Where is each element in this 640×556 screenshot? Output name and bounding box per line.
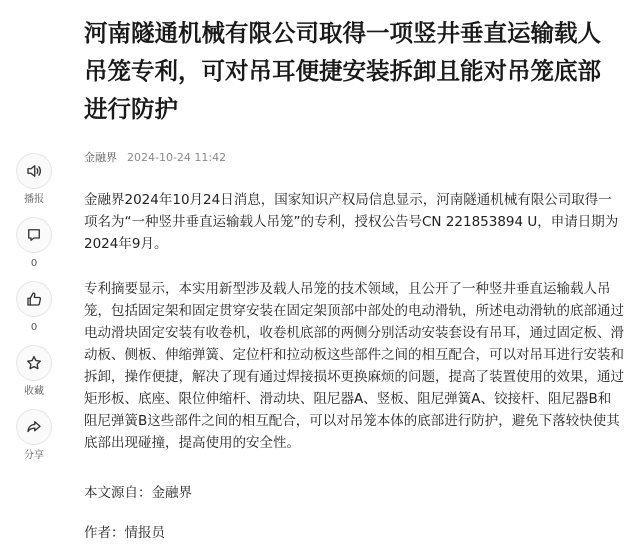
source-name[interactable]: 金融界: [84, 151, 117, 164]
like-button[interactable]: [16, 281, 52, 317]
comment-action[interactable]: [12, 217, 56, 270]
article-body: [84, 189, 624, 454]
broadcast-action[interactable]: [12, 153, 56, 206]
share-icon: [25, 418, 43, 436]
publish-time: 2024-10-24 11:42: [127, 151, 227, 164]
speaker-icon: [25, 162, 43, 180]
star-icon: [25, 354, 43, 372]
comment-count: 0: [30, 258, 38, 269]
comment-button[interactable]: [16, 217, 52, 253]
share-action[interactable]: [12, 409, 56, 462]
article-paragraph: 金融界2024年10月24日消息，国家知识产权局信息显示，河南隧通机械有限公司取得一项名为“一种竖井垂直运输载人吊笼”的专利，授权公告号CN 221853894 U，申请日期为2024年9月。: [84, 192, 619, 252]
broadcast-button[interactable]: [16, 153, 52, 189]
article-paragraph: 专利摘要显示，本实用新型涉及载人吊笼的技术领域，且公开了一种竖井垂直运输载人吊笼，包括固定架和固定贯穿安装在固定架顶部中部处的电动滑轨，所述电动滑轨的底部通过电动滑块固定安装有收卷机，收卷机底部的两侧分别活动安装套设有吊耳，通过固定板、滑动板、侧板、伸缩弹簧、定位杆和拉动板这些部件之间的相互配合，可以对吊耳进行安装和拆卸，操作便捷，解决了现有通过焊接损坏更换麻烦的问题，提高了装置使用的效果，通过矩形板、底座、限位伸缩杆、滑动块、阻尼器A、竖板、阻尼弹簧A、铰接杆、阻尼器B和阻尼弹簧B这些部件之间的相互配合，可以对吊笼本体的底部进行防护，避免下落较快使其底部出现碰撞，提高使用的安全性。: [84, 281, 624, 451]
favorite-button[interactable]: [16, 345, 52, 381]
article-meta: [84, 149, 226, 165]
like-action[interactable]: [12, 281, 56, 334]
favorite-label: 收藏: [24, 386, 44, 397]
thumbs-up-icon: [25, 290, 43, 308]
broadcast-label: 播报: [24, 194, 44, 205]
article-source-line: 本文源自：金融界: [84, 485, 192, 501]
article-title: 河南隧通机械有限公司取得一项竖井垂直运输载人吊笼专利，可对吊耳便捷安装拆卸且能对吊笼底部进行防护: [84, 19, 601, 123]
favorite-action[interactable]: [12, 345, 56, 398]
share-button[interactable]: [16, 409, 52, 445]
comment-icon: [25, 226, 43, 244]
like-count: 0: [30, 322, 38, 333]
share-label: 分享: [24, 450, 44, 461]
article-author-line: 作者：情报员: [84, 525, 165, 541]
